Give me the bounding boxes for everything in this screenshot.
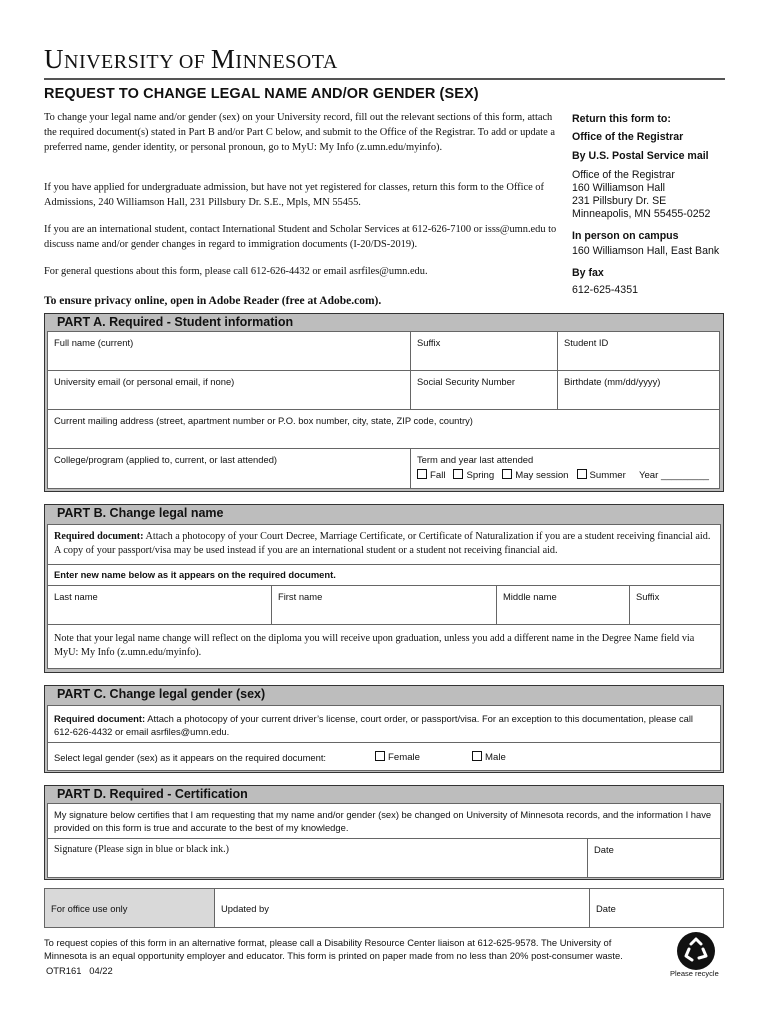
term-attended-field — [410, 448, 720, 489]
birthdate-field[interactable] — [557, 370, 720, 410]
signature-date-label: Date — [594, 844, 614, 855]
new-suffix-field[interactable] — [629, 585, 721, 625]
last-name-label: Last name — [54, 591, 98, 602]
ssn-field[interactable] — [410, 370, 558, 410]
student-id-field[interactable] — [557, 331, 720, 371]
year-field[interactable]: Year _________ — [638, 470, 710, 481]
part-c-title: PART C. Change legal gender (sex) — [57, 687, 266, 701]
fax-heading: By fax — [572, 267, 604, 279]
male-checkbox[interactable]: Male — [472, 751, 506, 763]
college-program-field[interactable] — [47, 448, 411, 489]
checkbox-icon[interactable] — [472, 751, 482, 761]
privacy-note: To ensure privacy online, open in Adobe Reader (free at Adobe.com). — [44, 295, 382, 307]
part-d-title: PART D. Required - Certification — [57, 787, 248, 801]
full-name-label: Full name (current) — [54, 337, 134, 348]
footer-text: To request copies of this form in an alternative format, please call a Disability Resource Center liaison at 612-625-9578. The University of Minnesota is an equal opportunity employer and educator. This form is printed on paper made from no less than 20% post-consumer waste. — [44, 937, 623, 961]
term-may-checkbox[interactable]: May session — [502, 470, 568, 481]
mailing-address-field[interactable] — [47, 409, 720, 449]
part-c-required-text: Required document: Attach a photocopy of your current driver’s license, court order, or passport/visa. For an exception to this documentation, please call 612-626-4432 or email asrfiles@umn.edu. — [54, 713, 694, 737]
term-fall-checkbox[interactable]: Fall — [417, 470, 445, 481]
part-b-required-doc — [47, 524, 721, 565]
female-checkbox[interactable]: Female — [375, 751, 420, 763]
part-b-section — [44, 504, 724, 673]
office-use-label: For office use only — [51, 903, 128, 914]
new-suffix-label: Suffix — [636, 591, 660, 602]
mail-line-1: Office of the Registrar — [572, 169, 675, 181]
certification-statement — [47, 803, 721, 839]
birthdate-label: Birthdate (mm/dd/yyyy) — [564, 376, 661, 387]
part-c-section — [44, 685, 724, 773]
suffix-field[interactable] — [410, 331, 558, 371]
signature-date-field[interactable] — [587, 838, 721, 878]
intro-paragraph-1: To change your legal name and/or gender (sex) on your University record, fill out the relevant sections of this form, attach the required document(s) stated in Part B and/or Part C below, and submit to the Office of the Registrar. To add or update a preferred name, gender identity, or personal pronoun, go to MyU: My Info (z.umn.edu/myinfo). — [44, 112, 555, 153]
part-b-title: PART B. Change legal name — [57, 506, 224, 520]
term-options — [417, 469, 709, 481]
email-field[interactable] — [47, 370, 411, 410]
last-name-field[interactable] — [47, 585, 272, 625]
checkbox-icon[interactable] — [453, 469, 463, 479]
mail-line-4: Minneapolis, MN 55455-0252 — [572, 208, 711, 220]
in-person-address: 160 Williamson Hall, East Bank — [572, 245, 720, 257]
signature-field[interactable] — [47, 838, 588, 878]
intro-paragraph-4: For general questions about this form, please call 612-626-4432 or email asrfiles@umn.edu. — [44, 266, 428, 277]
return-heading: Return this form to: — [572, 113, 671, 125]
college-program-label: College/program (applied to, current, or last attended) — [54, 454, 278, 465]
middle-name-field[interactable] — [496, 585, 630, 625]
intro-paragraph-2: If you have applied for undergraduate admission, but have not yet registered for classes, return this form to the Office of Admissions, 240 Williamson Hall, 231 Pillsbury Dr. S.E., Mpls, MN 55455. — [44, 182, 544, 208]
enter-new-name-label: Enter new name below as it appears on the required document. — [54, 569, 336, 580]
email-label: University email (or personal email, if none) — [54, 376, 235, 387]
form-title: REQUEST TO CHANGE LEGAL NAME AND/OR GENDER (SEX) — [44, 86, 479, 102]
checkbox-icon[interactable] — [577, 469, 587, 479]
mailing-address-label: Current mailing address (street, apartment number or P.O. box number, city, state, ZIP code, country) — [54, 415, 473, 426]
term-summer-checkbox[interactable]: Summer — [577, 470, 626, 481]
mail-line-3: 231 Pillsbury Dr. SE — [572, 195, 667, 207]
suffix-label: Suffix — [417, 337, 441, 348]
checkbox-icon[interactable] — [502, 469, 512, 479]
first-name-label: First name — [278, 591, 323, 602]
term-label: Term and year last attended — [417, 454, 534, 465]
diploma-note — [47, 624, 721, 669]
office-use-row — [44, 888, 724, 928]
checkbox-icon[interactable] — [375, 751, 385, 761]
ssn-label: Social Security Number — [417, 376, 515, 387]
part-d-section — [44, 785, 724, 880]
gender-select-row — [47, 742, 721, 771]
mail-line-2: 160 Williamson Hall — [572, 182, 666, 194]
signature-label: Signature (Please sign in blue or black ink.) — [54, 844, 229, 855]
part-a-title: PART A. Required - Student information — [57, 315, 294, 329]
updated-by-field[interactable] — [214, 888, 590, 928]
intro-paragraph-3: If you are an international student, contact International Student and Scholar Services at 612-626-7100 or isss@umn.edu to discuss name and/or gender changes in regard to immigration documents (I-20/DS-2019). — [44, 224, 557, 250]
checkbox-icon[interactable] — [417, 469, 427, 479]
gender-select-label: Select legal gender (sex) as it appears on the required document: — [54, 752, 327, 763]
part-a-section — [44, 313, 724, 492]
part-c-required-doc — [47, 705, 721, 743]
updated-by-label: Updated by — [221, 903, 269, 914]
diploma-note-text: Note that your legal name change will reflect on the diploma you will receive upon graduation, unless you add a different name in the Degree Name field via MyU: My Info (z.umn.edu/myinfo). — [54, 633, 695, 658]
fax-number: 612-625-4351 — [572, 284, 638, 296]
header-rule — [44, 78, 725, 80]
student-id-label: Student ID — [564, 337, 609, 348]
middle-name-label: Middle name — [503, 591, 557, 602]
in-person-heading: In person on campus — [572, 230, 679, 242]
part-a-fields — [47, 331, 721, 489]
term-spring-checkbox[interactable]: Spring — [453, 470, 494, 481]
full-name-field[interactable] — [47, 331, 411, 371]
mail-heading: By U.S. Postal Service mail — [572, 150, 709, 162]
first-name-field[interactable] — [271, 585, 497, 625]
return-office: Office of the Registrar — [572, 131, 684, 143]
recycle-icon — [677, 932, 715, 970]
office-use-label-cell — [44, 888, 215, 928]
university-logo-text: UNIVERSITY OF MINNESOTA — [44, 44, 338, 74]
office-date-field[interactable] — [589, 888, 724, 928]
recycle-label: Please recycle — [670, 969, 719, 978]
enter-new-name — [47, 564, 721, 586]
form-code: OTR161 04/22 — [46, 965, 113, 976]
office-date-label: Date — [596, 903, 616, 914]
part-b-required-text: Required document: Attach a photocopy of your Court Decree, Marriage Certificate, or Certificate of Naturalization if you are a student receiving financial aid. A copy of your passport/visa may be used instead if you are an international student or a student not receiving financial aid. — [54, 531, 711, 556]
certification-text: My signature below certifies that I am requesting that my name and/or gender (sex) be changed on University of Minnesota records, and the information I have provided on this form is true and accurate to the best of my knowledge. — [54, 809, 712, 833]
